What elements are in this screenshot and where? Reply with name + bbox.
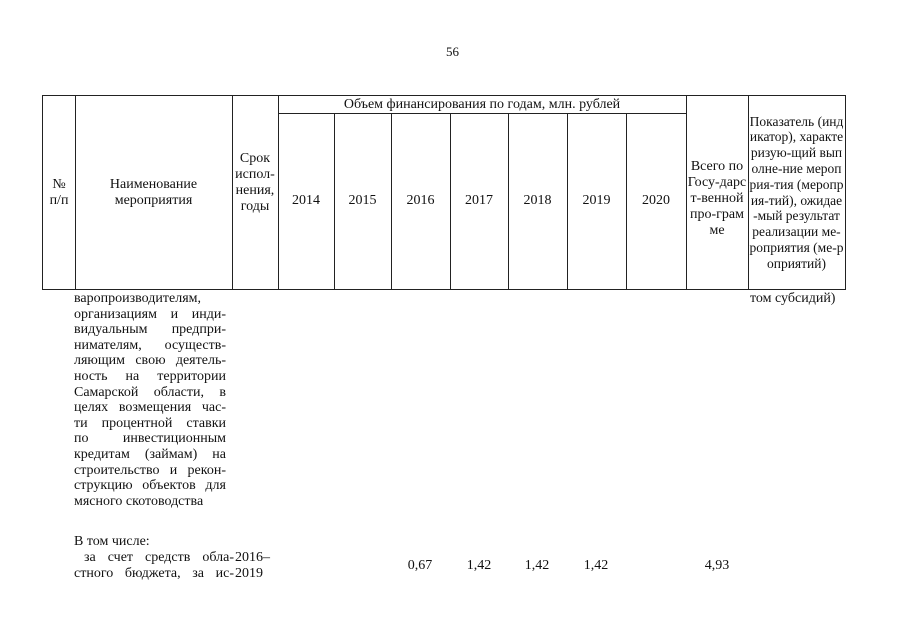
name-line: Самарской области, в — [74, 384, 226, 400]
name-line: видуальным предпри- — [74, 322, 226, 338]
header-year-2015: 2015 — [348, 193, 377, 208]
header-year-2019: 2019 — [582, 193, 611, 208]
name-line: ти процентной ставки — [74, 415, 226, 431]
header-funding-group-label: Объем финансирования по годам, млн. рублей — [343, 96, 621, 112]
subheading-including: В том числе: — [74, 534, 150, 549]
name-line: организациям и инди- — [74, 306, 226, 322]
header-col-total-label: Всего по Госу-дарст-венной про-грамме — [687, 158, 747, 238]
page-number: 56 — [446, 44, 459, 59]
header-funding-group — [278, 96, 686, 113]
row-value-2018: 1,42 — [524, 558, 550, 573]
header-year-2020: 2020 — [642, 193, 670, 208]
name-line: мясного скотоводства — [74, 493, 204, 509]
name-line: по инвестиционным — [74, 431, 226, 447]
table-header — [42, 95, 846, 290]
name-line: ляющим свою деятель- — [74, 353, 226, 369]
name-line: варопроизводителям, — [74, 291, 201, 306]
row-value-2019: 1,42 — [583, 558, 609, 573]
row-name-line: стного бюджета, за ис- — [74, 566, 234, 581]
header-col-term — [232, 96, 278, 289]
header-col-name-label: Наименование мероприятия — [109, 176, 198, 208]
name-line: кредитам (займам) на — [74, 446, 226, 462]
header-col-total — [686, 96, 748, 289]
name-line: нимателям, осуществ- — [74, 337, 226, 353]
header-col-name — [75, 96, 232, 289]
row-term-line: 2016– — [235, 550, 270, 565]
header-col-number-label: № п/п — [49, 176, 69, 208]
header-col-indicator-label: Показатель (индикатор), характеризую-щий выполне-ние мероприя-тия (мероприя-тий), ожидае-мый результат реализации ме-роприятия (ме-роприятий) — [749, 113, 844, 271]
name-line: строительство и рекон- — [74, 462, 226, 478]
name-line: струкцию объектов для — [74, 478, 226, 494]
header-col-indicator — [748, 96, 845, 289]
row-name-line: за счет средств обла- — [84, 550, 234, 565]
header-col-number — [43, 96, 75, 289]
header-year-2014: 2014 — [292, 193, 320, 208]
row-value-2016: 0,67 — [407, 558, 433, 573]
row-value-2017: 1,42 — [466, 558, 492, 573]
name-line: ность на территории — [74, 368, 226, 384]
row-term-line: 2019 — [235, 566, 263, 581]
name-line: целях возмещения час- — [74, 400, 226, 416]
header-year-2016: 2016 — [406, 193, 435, 208]
indicator-continuation: том субсидий) — [750, 291, 836, 306]
measure-name-continuation — [74, 291, 226, 509]
row-total: 4,93 — [704, 558, 730, 573]
header-year-2017: 2017 — [465, 193, 493, 208]
header-year-2018: 2018 — [523, 193, 552, 208]
header-col-term-label: Срок испол-нения, годы — [235, 150, 275, 214]
